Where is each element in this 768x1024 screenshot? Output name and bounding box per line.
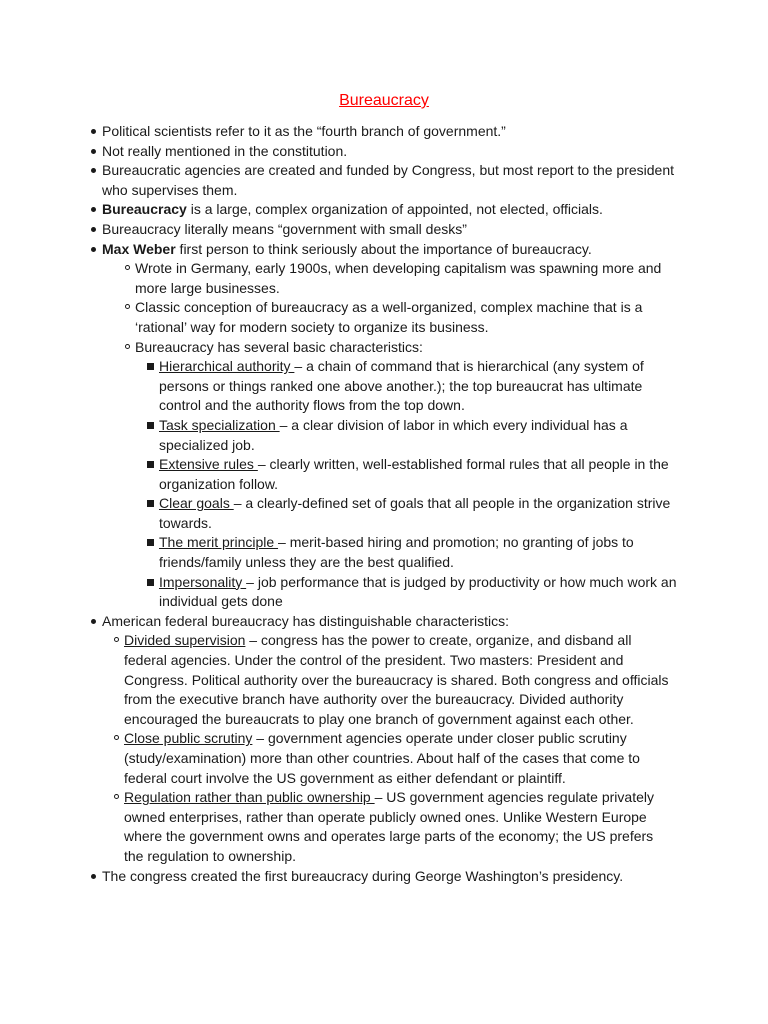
list-item: Bureaucratic agencies are created and funded by Congress, but most report to the president who supervises them. (102, 161, 674, 200)
list-item: The merit principle – merit-based hiring and promotion; no granting of jobs to friends/family unless they are the best qualified. (159, 533, 679, 572)
term-max-weber: Max Weber (102, 240, 176, 257)
term: Regulation rather than public ownership (124, 789, 375, 806)
term: Divided supervision (124, 632, 246, 649)
list-item: Divided supervision – congress has the power to create, organize, and disband all federal agencies. Under the control of the president. Two masters: President and Congress. Political authority over the bureaucracy is shared. Both congress and officials from the executive branch have authority over the bureaucracy. Divided authority encouraged the bureaucrats to play one branch of government against each other. (124, 631, 672, 729)
list-item: American federal bureaucracy has distinguishable characteristics: Divided supervision – congress has the power to create, organize, and disband all federal agencies. Under the control of the president. Two masters: President and Congress. Political authority over the bureaucracy is shared. Both congress and officials from the executive branch have authority over the bureaucracy. Divided authority encouraged the bureaucrats to play one branch of government against each other. Close public scrutiny – government agencies operate under closer public scrutiny (study/examination) more than other countries. About half of the cases that come to federal court involve the US government as either defendant or plaintiff. Regulation rather than public ownership – US government agencies regulate privately owned enterprises, rather than operate publicly owned ones. Unlike Western Europe where the government owns and operates large parts of the economy; the US prefers the regulation to ownership. (102, 612, 674, 867)
term: Clear goals (159, 495, 234, 512)
term: Task specialization (159, 416, 280, 433)
list-item: Classic conception of bureaucracy as a well-organized, complex machine that is a ‘rational’ way for modern society to organize its business. (135, 298, 675, 337)
list-item: Max Weber first person to think seriously about the importance of bureaucracy. Wrote in Germany, early 1900s, when developing capitalism was spawning more and more large businesses. Classic conception of bureaucracy as a well-organized, complex machine that is a ‘rational’ way for modern society to organize its business. Bureaucracy has several basic characteristics: Hierarchical authority – a chain of command that is hierarchical (any system of persons or things ranked one above another.); the top bureaucrat has ultimate control and the authority flows from the top down. Task specialization – a clear division of labor in which every individual has a specialized job. Extensive rules – clearly written, well-established formal rules that all people in the organization follow. Clear goals – a clearly-defined set of goals that all people in the organization strive towards. The merit principle – merit-based hiring and promotion; no granting of jobs to friends/family unless they are the best qualified. Impersonality – job performance that is judged by productivity or how much work an individual gets done (102, 240, 674, 612)
list-item: Bureaucracy literally means “government with small desks” (102, 220, 674, 240)
list-item: Impersonality – job performance that is judged by productivity or how much work an individual gets done (159, 573, 679, 612)
list-item: The congress created the first bureaucracy during George Washington’s presidency. (102, 867, 674, 887)
term: Extensive rules (159, 456, 258, 473)
term: The merit principle (159, 534, 279, 551)
list-item: Bureaucracy has several basic characteristics: Hierarchical authority – a chain of command that is hierarchical (any system of persons or things ranked one above another.); the top bureaucrat has ultimate control and the authority flows from the top down. Task specialization – a clear division of labor in which every individual has a specialized job. Extensive rules – clearly written, well-established formal rules that all people in the organization follow. Clear goals – a clearly-defined set of goals that all people in the organization strive towards. The merit principle – merit-based hiring and promotion; no granting of jobs to friends/family unless they are the best qualified. Impersonality – job performance that is judged by productivity or how much work an individual gets done (135, 338, 675, 612)
list-item: Extensive rules – clearly written, well-established formal rules that all people in the organization follow. (159, 455, 679, 494)
list-item: Regulation rather than public ownership – US government agencies regulate privately owned enterprises, rather than operate publicly owned ones. Unlike Western Europe where the government owns and operates large parts of the economy; the US prefers the regulation to ownership. (124, 788, 672, 866)
american-sublist (102, 631, 674, 866)
list-item: Clear goals – a clearly-defined set of goals that all people in the organization strive towards. (159, 494, 679, 533)
weber-sublist (102, 259, 677, 612)
characteristics-sublist (135, 357, 675, 612)
list-item: Wrote in Germany, early 1900s, when developing capitalism was spawning more and more large businesses. (135, 259, 675, 298)
term: Impersonality (159, 573, 247, 590)
list-item: Hierarchical authority – a chain of command that is hierarchical (any system of persons or things ranked one above another.); the top bureaucrat has ultimate control and the authority flows from the top down. (159, 357, 679, 416)
term: Close public scrutiny (124, 730, 253, 747)
list-item: Not really mentioned in the constitution. (102, 142, 674, 162)
list-item: Close public scrutiny – government agencies operate under closer public scrutiny (study/examination) more than other countries. About half of the cases that come to federal court involve the US government as either defendant or plaintiff. (124, 729, 672, 788)
list-item: Political scientists refer to it as the “fourth branch of government.” (102, 122, 674, 142)
page-title: Bureaucracy (339, 92, 429, 109)
term-bureaucracy: Bureaucracy (102, 201, 187, 218)
main-bullet-list (0, 122, 768, 886)
list-item: Task specialization – a clear division of labor in which every individual has a specialized job. (159, 416, 679, 455)
term: Hierarchical authority (159, 358, 295, 375)
list-item: Bureaucracy is a large, complex organization of appointed, not elected, officials. (102, 200, 674, 220)
